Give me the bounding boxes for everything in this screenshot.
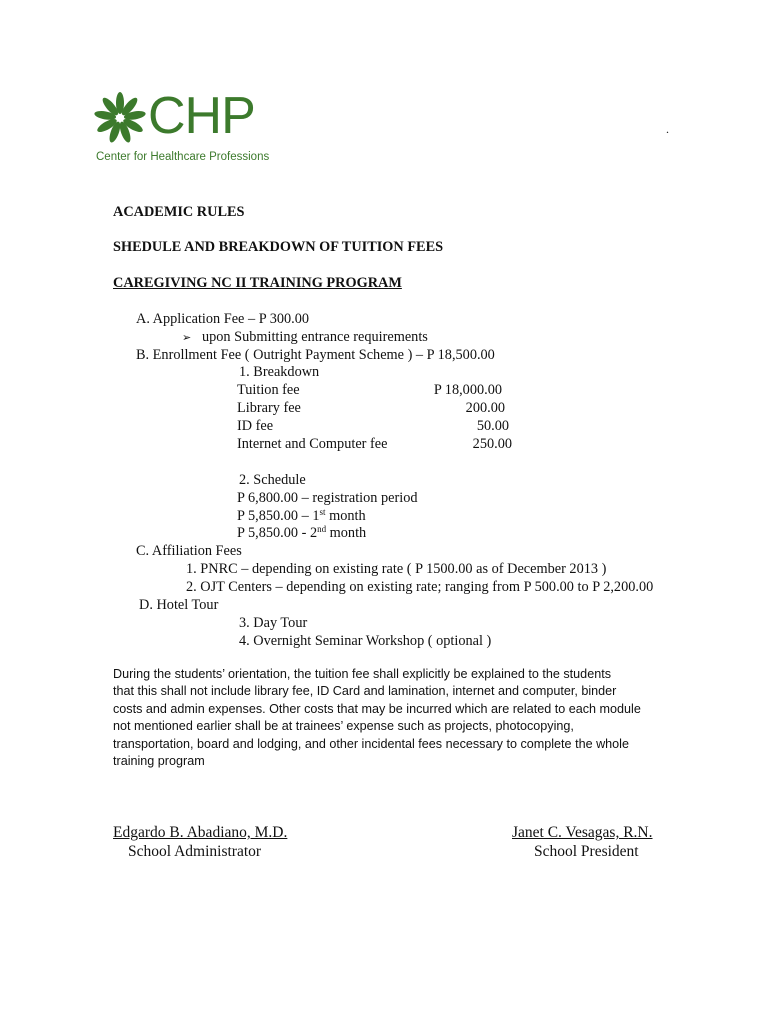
chp-logo (92, 87, 272, 166)
paragraph-line: transportation, board and lodging, and other incidental fees necessary to complete the whole (113, 736, 629, 751)
breakdown-label-id: ID fee (237, 418, 274, 434)
section-b-enrollment-fee: B. Enrollment Fee ( Outright Payment Scheme ) – P 18,500.00 (136, 347, 495, 363)
leaf-burst-icon (92, 92, 148, 150)
logo-name: Center for Healthcare Professions (96, 151, 270, 163)
signatory-right-title: School President (534, 843, 639, 860)
ordinal-suffix: st (319, 507, 326, 517)
affiliation-item-ojt: 2. OJT Centers – depending on existing rate; ranging from P 500.00 to P 2,200.00 (186, 579, 654, 595)
schedule-desc: registration period (312, 490, 418, 506)
breakdown-label-tuition: Tuition fee (237, 382, 300, 398)
bullet-text: upon Submitting entrance requirements (201, 329, 428, 345)
affiliation-item-pnrc: 1. PNRC – depending on existing rate ( P 1500.00 as of December 2013 ) (186, 561, 607, 577)
paragraph-line: not mentioned earlier shall be at trainees’ expense such as projects, photocopying, (113, 719, 574, 734)
schedule-item (237, 507, 366, 525)
breakdown-label-internet: Internet and Computer fee (237, 436, 388, 452)
schedule-desc: month (325, 508, 366, 524)
heading-program: CAREGIVING NC II TRAINING PROGRAM (113, 275, 402, 291)
heading-academic-rules: ACADEMIC RULES (113, 204, 245, 220)
hotel-tour-item-overnight: 4. Overnight Seminar Workshop ( optional ) (239, 633, 492, 649)
schedule-item (237, 524, 366, 542)
logo-acronym: CHP (148, 87, 255, 145)
ordinal-suffix: nd (317, 524, 327, 534)
breakdown-amount-library: 200.00 (465, 400, 505, 416)
schedule-item (237, 489, 418, 507)
paragraph-line: that this shall not include library fee, ID Card and lamination, internet and computer, binder (113, 684, 617, 699)
heading-tuition-fees: SHEDULE AND BREAKDOWN OF TUITION FEES (113, 239, 444, 255)
breakdown-amount-id: 50.00 (476, 418, 509, 434)
signatory-right-name: Janet C. Vesagas, R.N. (512, 824, 653, 841)
paragraph-line: costs and admin expenses. Other costs that may be incurred which are related to each module (113, 701, 641, 716)
schedule-amount: P 5,850.00 - 2 (237, 525, 318, 541)
signatory-left-title: School Administrator (128, 843, 262, 860)
signatory-left-name: Edgardo B. Abadiano, M.D. (113, 824, 288, 841)
section-d-hotel-tour: D. Hotel Tour (139, 597, 219, 613)
section-c-affiliation-fees: C. Affiliation Fees (136, 543, 242, 559)
breakdown-amount-internet: 250.00 (472, 436, 512, 452)
arrow-bullet-icon: ➢ (182, 331, 192, 344)
hotel-tour-item-day: 3. Day Tour (239, 615, 308, 631)
section-a-application-fee: A. Application Fee – P 300.00 (136, 311, 310, 327)
schedule-desc: month (326, 525, 367, 541)
schedule-amount: P 6,800.00 – (237, 490, 313, 506)
breakdown-label-library: Library fee (237, 400, 301, 416)
section-a-bullet (182, 328, 428, 347)
paragraph-line: training program (113, 754, 205, 769)
paragraph-line: During the students’ orientation, the tuition fee shall explicitly be explained to the students (113, 667, 611, 681)
breakdown-title: 1. Breakdown (239, 364, 320, 380)
schedule-title: 2. Schedule (239, 472, 306, 488)
corner-mark: . (666, 122, 669, 136)
schedule-amount: P 5,850.00 – 1 (237, 508, 320, 524)
breakdown-amount-tuition: P 18,000.00 (433, 382, 502, 398)
orientation-paragraph (113, 666, 641, 770)
